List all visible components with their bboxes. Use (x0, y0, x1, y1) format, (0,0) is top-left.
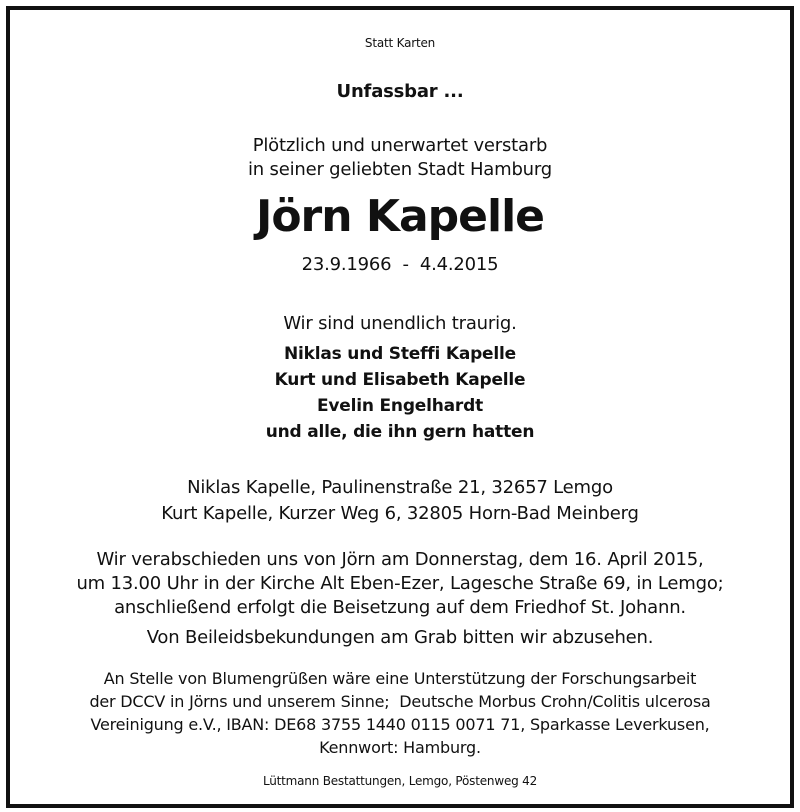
donation-line: Kennwort: Hamburg. (319, 738, 481, 757)
donation-line: der DCCV in Jörns und unserem Sinne; Deutsche Morbus Crohn/Colitis ulcerosa (89, 692, 711, 711)
top-note: Statt Karten (364, 36, 436, 50)
undertaker-footer: Lüttmann Bestattungen, Lemgo, Pöstenweg 42 (262, 774, 538, 788)
announcement-line-2: in seiner geliebten Stadt Hamburg (247, 159, 552, 180)
mourner-name: Kurt und Elisabeth Kapelle (274, 370, 526, 390)
headline: Unfassbar ... (336, 81, 464, 102)
donation-line: Vereinigung e.V., IBAN: DE68 3755 1440 0115 0071 71, Sparkasse Leverkusen, (90, 715, 710, 734)
deceased-name: Jörn Kapelle (255, 191, 545, 242)
condolence-note: Von Beileidsbekundungen am Grab bitten wir abzusehen. (146, 627, 654, 648)
mourner-name: Niklas und Steffi Kapelle (284, 344, 516, 364)
life-dates: 23.9.1966 - 4.4.2015 (301, 254, 499, 275)
funeral-details-line: Wir verabschieden uns von Jörn am Donnerstag, dem 16. April 2015, (96, 549, 704, 570)
address-line: Niklas Kapelle, Paulinenstraße 21, 32657 Lemgo (187, 477, 613, 498)
announcement-line-1: Plötzlich und unerwartet verstarb (252, 135, 548, 156)
funeral-details-line: um 13.00 Uhr in der Kirche Alt Eben-Ezer, Lagesche Straße 69, in Lemgo; (76, 573, 724, 594)
funeral-details-line: anschließend erfolgt die Beisetzung auf dem Friedhof St. Johann. (114, 597, 686, 618)
mourning-intro: Wir sind unendlich traurig. (283, 313, 517, 334)
address-line: Kurt Kapelle, Kurzer Weg 6, 32805 Horn-Bad Meinberg (161, 503, 639, 524)
mourner-name: und alle, die ihn gern hatten (265, 422, 535, 442)
donation-line: An Stelle von Blumengrüßen wäre eine Unterstützung der Forschungsarbeit (103, 669, 697, 688)
obituary-notice (6, 6, 794, 808)
mourner-name: Evelin Engelhardt (317, 396, 483, 416)
